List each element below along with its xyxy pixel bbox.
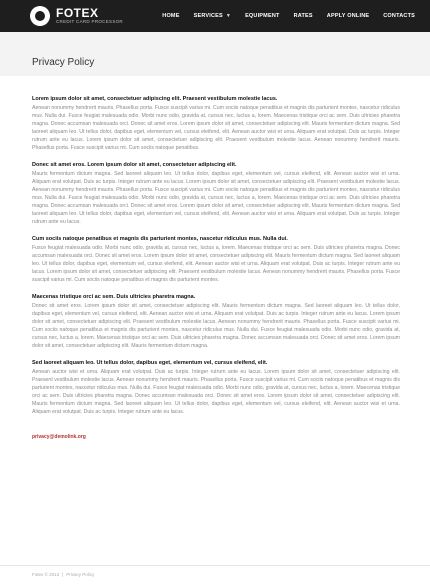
page-title: Privacy Policy bbox=[32, 57, 95, 68]
brand-name: FOTEX bbox=[56, 6, 99, 21]
brand-tagline: CREDIT CARD PROCESSOR bbox=[56, 19, 123, 25]
nav-item-contacts[interactable]: CONTACTS bbox=[383, 13, 415, 19]
section-text: Aenean auctor wisi et urna. Aliquam erat volutpat. Duis ac turpis. Integer rutrum ante eu lacus. Lorem ipsum dolor sit amet, consectetuer adipiscing elit. Praesent vestibulum molestie lacus. Aenean nonummy hendrerit mauris. Phasellus porta. Fusce suscipit varius mi. Cum sociis natoque penatibus et magnis dis parturient montes, nascetur ridiculus mus. Nulla dui. Fusce feugiat malesuada odio. Morbi nunc odio, gravida at, cursus nec, luctus a, lorem. Maecenas tristique orci ac sem. Duis ultricies pharetra magna. Donec accumsan malesuada orci. Donec sit amet eros. Lorem ipsum dolor sit amet, consectetuer adipiscing elit. Mauris fermentum dictum magna. Sed laoreet aliquam leo. Ut tellus dolor, dapibus eget, elementum vel, cursus eleifend, elit. Aenean auctor wisi et urna. Aliquam erat volutpat. Duis ac turpis. Integer rutrum ante eu lacus. bbox=[32, 369, 400, 415]
nav-item-home[interactable]: HOME bbox=[162, 13, 180, 19]
logo-icon bbox=[30, 6, 50, 26]
main-nav bbox=[155, 0, 422, 32]
nav-item-equipment[interactable]: EQUIPMENT bbox=[245, 13, 280, 19]
policy-section bbox=[32, 235, 400, 284]
section-title: Lorem ipsum dolor sit amet, consectetuer adipiscing elit. Praesent vestibulum molestie lacus. bbox=[32, 96, 278, 102]
contact-email-link[interactable]: privacy@demolink.org bbox=[32, 434, 86, 440]
section-title: Donec sit amet eros. Lorem ipsum dolor sit amet, consectetuer adipiscing elit. bbox=[32, 162, 237, 168]
site-footer bbox=[0, 565, 430, 577]
section-text: Mauris fermentum dictum magna. Sed laoreet aliquam leo. Ut tellus dolor, dapibus eget, elementum vel, cursus eleifend, elit. Aenean auctor wisi et urna. Aliquam erat volutpat. Duis ac turpis. Integer rutrum ante eu lacus. Lorem ipsum dolor sit amet, consectetuer adipiscing elit. Praesent vestibulum molestie lacus. Aenean nonummy hendrerit mauris. Phasellus porta. Fusce suscipit varius mi. Cum sociis natoque penatibus et magnis dis parturient montes, nascetur ridiculus mus. Nulla dui. Fusce feugiat malesuada odio. Morbi nunc odio, gravida at, cursus nec, luctus a, lorem. Maecenas tristique orci ac sem. Duis ultricies pharetra magna. Donec accumsan malesuada orci. Donec sit amet eros. Lorem ipsum dolor sit amet, consectetuer adipiscing elit. Mauris fermentum dictum magna. Sed laoreet aliquam leo. Ut tellus dolor, dapibus eget, elementum vel, cursus eleifend, elit. Aenean auctor wisi et urna. Aliquam erat volutpat. Duis ac turpis. Integer rutrum ante eu lacus. bbox=[32, 171, 400, 225]
section-title: Maecenas tristique orci ac sem. Duis ultricies pharetra magna. bbox=[32, 294, 196, 300]
section-title: Cum sociis natoque penatibus et magnis dis parturient montes, nascetur ridiculus mus. Nulla dui. bbox=[32, 236, 288, 242]
policy-section bbox=[32, 293, 400, 350]
footer-copyright: Fotex © 2013 bbox=[32, 572, 60, 577]
site-header bbox=[0, 0, 430, 32]
nav-item-rates[interactable]: RATES bbox=[293, 13, 313, 19]
nav-item-apply-online[interactable]: APPLY ONLINE bbox=[326, 13, 370, 19]
section-text: Aenean nonummy hendrerit mauris. Phasellus porta. Fusce suscipit varius mi. Cum sociis natoque penatibus et magnis dis parturient montes, nascetur ridiculus mus. Nulla dui. Fusce feugiat malesuada odio. Morbi nunc odio, gravida at, cursus nec, luctus a, lorem. Maecenas tristique orci ac sem. Duis ultricies pharetra magna. Donec accumsan malesuada orci. Donec sit amet eros. Lorem ipsum dolor sit amet, consectetuer adipiscing elit. Mauris fermentum dictum magna. Sed laoreet aliquam leo. Ut tellus dolor, dapibus eget, elementum vel, cursus eleifend, elit. Aenean auctor wisi et urna. Aliquam erat volutpat. Duis ac turpis. Integer rutrum ante eu lacus. Lorem ipsum dolor sit amet, consectetuer adipiscing elit. Praesent vestibulum molestie lacus. Aenean nonummy hendrerit mauris. Phasellus porta. Fusce suscipit varius mi. Cum sociis natoque penatibus. bbox=[32, 105, 400, 151]
title-band bbox=[0, 32, 430, 76]
nav-item-services[interactable]: SERVICES ▼ bbox=[193, 13, 232, 19]
footer-separator: | bbox=[62, 572, 64, 577]
chevron-down-icon: ▼ bbox=[225, 13, 232, 19]
footer-privacy-link[interactable]: Privacy Policy bbox=[66, 572, 95, 577]
logo[interactable] bbox=[30, 6, 123, 26]
section-title: Sed laoreet aliquam leo. Ut tellus dolor, dapibus eget, elementum vel, cursus eleifend, elit. bbox=[32, 360, 268, 366]
section-text: Fusce feugiat malesuada odio. Morbi nunc odio, gravida at, cursus nec, luctus a, lorem. Maecenas tristique orci ac sem. Duis ultricies pharetra magna. Donec accumsan malesuada orci. Donec sit amet eros. Lorem ipsum dolor sit amet, consectetuer adipiscing elit. Mauris fermentum dictum magna. Sed laoreet aliquam leo. Ut tellus dolor, dapibus eget, elementum vel, cursus eleifend, elit. Aenean auctor wisi et urna. Aliquam erat volutpat. Duis ac turpis. Integer rutrum ante eu lacus. Lorem ipsum dolor sit amet, consectetuer adipiscing elit. Praesent vestibulum molestie lacus. Aenean nonummy hendrerit mauris. Phasellus porta. Fusce suscipit varius mi. Cum sociis natoque penatibus et magnis dis parturient montes. bbox=[32, 245, 400, 283]
main-content bbox=[0, 76, 430, 443]
policy-section bbox=[32, 95, 400, 152]
policy-section bbox=[32, 359, 400, 416]
policy-section bbox=[32, 161, 400, 226]
section-text: Donec sit amet eros. Lorem ipsum dolor sit amet, consectetuer adipiscing elit. Mauris fermentum dictum magna. Sed laoreet aliquam leo. Ut tellus dolor, dapibus eget, elementum vel, cursus eleifend, elit. Aenean auctor wisi et urna. Aliquam erat volutpat. Duis ac turpis. Integer rutrum ante eu lacus. Lorem ipsum dolor sit amet, consectetuer adipiscing elit. Praesent vestibulum molestie lacus. Aenean nonummy hendrerit mauris. Phasellus porta. Fusce suscipit varius mi. Cum sociis natoque penatibus et magnis dis parturient montes, nascetur ridiculus mus. Nulla dui. Fusce feugiat malesuada odio. Morbi nunc odio, gravida at, cursus nec, luctus a, lorem. Maecenas tristique orci ac sem. Duis ultricies pharetra magna. Donec accumsan malesuada orci. Donec sit amet eros. Lorem ipsum dolor sit amet, consectetuer adipiscing elit. Mauris fermentum dictum magna. bbox=[32, 303, 400, 349]
